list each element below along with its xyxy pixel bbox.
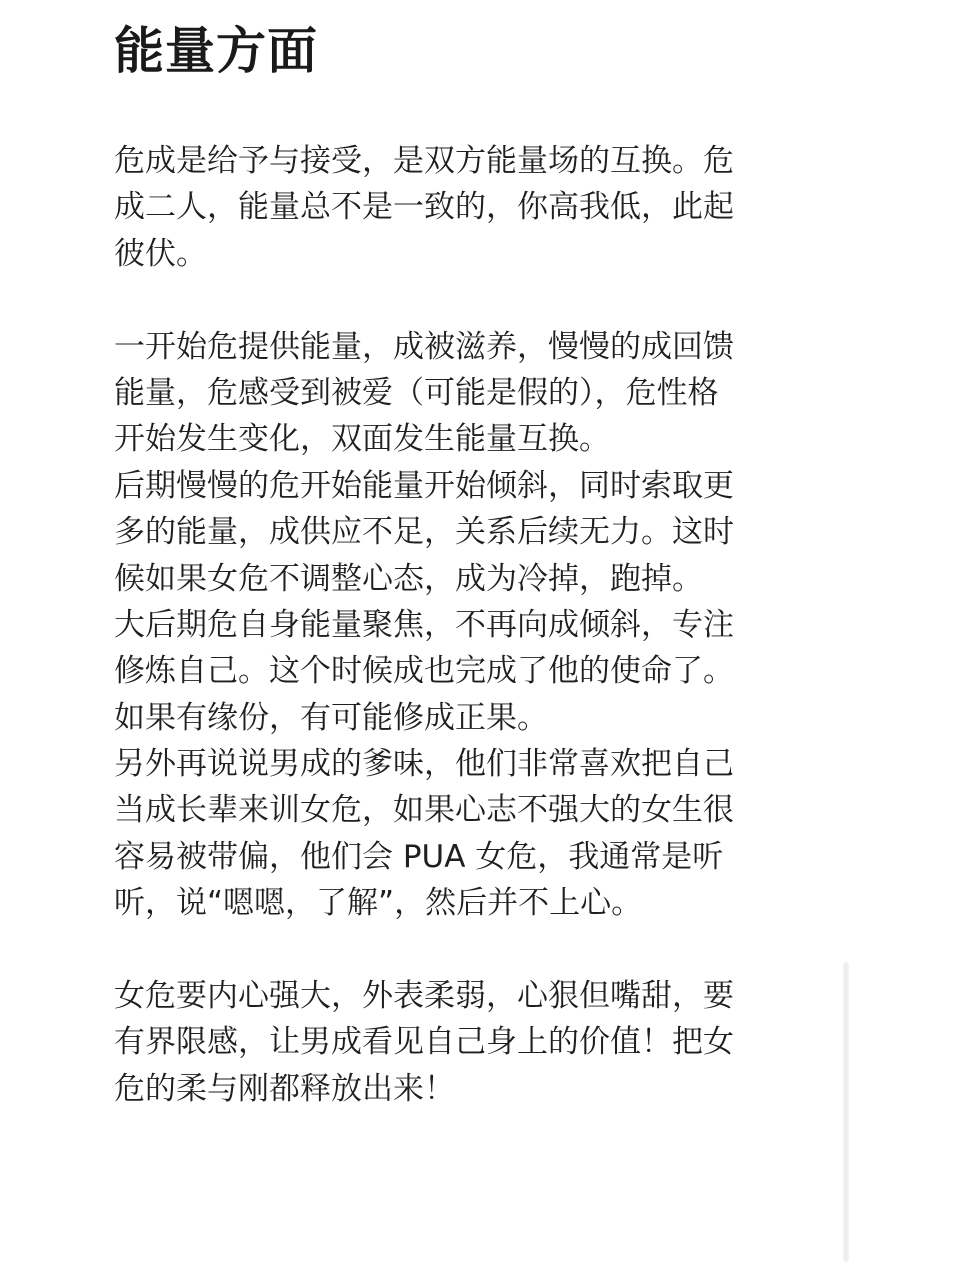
text-line: 能量，危感受到被爱（可能是假的），危性格 — [114, 374, 719, 411]
text-line: 修炼自己。这个时候成也完成了他的使命了。 — [114, 653, 734, 690]
text-line: 危的柔与刚都释放出来！ — [114, 1070, 455, 1107]
text-line: 当成长辈来训女危，如果心志不强大的女生很 — [114, 792, 734, 829]
text-line: 有界限感，让男成看见自己身上的价值！把女 — [114, 1024, 734, 1061]
article-body — [114, 138, 790, 1112]
paragraph-spacer — [114, 927, 790, 973]
text-line: 听，说“嗯嗯，了解”，然后并不上心。 — [114, 885, 643, 922]
text-line: 容易被带偏，他们会 PUA 女危，我通常是听 — [114, 838, 724, 875]
text-line: 一开始危提供能量，成被滋养，慢慢的成回馈 — [114, 328, 734, 365]
text-line: 彼伏。 — [114, 235, 207, 272]
text-line: 候如果女危不调整心态，成为冷掉，跑掉。 — [114, 560, 703, 597]
text-line: 后期慢慢的危开始能量开始倾斜，同时索取更 — [114, 467, 734, 504]
text-line: 大后期危自身能量聚焦，不再向成倾斜，专注 — [114, 606, 734, 643]
scrollbar-track[interactable] — [843, 962, 849, 1262]
text-line: 危成是给予与接受，是双方能量场的互换。危 — [114, 143, 734, 179]
paragraph-spacer — [114, 277, 790, 323]
text-line: 成二人，能量总不是一致的，你高我低，此起 — [114, 189, 734, 226]
text-line: 多的能量，成供应不足，关系后续无力。这时 — [114, 514, 734, 551]
text-line: 如果有缘份，有可能修成正果。 — [114, 699, 548, 736]
page-title: 能量方面 — [114, 22, 318, 80]
text-line: 开始发生变化，双面发生能量互换。 — [114, 421, 610, 458]
text-line: 女危要内心强大，外表柔弱，心狠但嘴甜，要 — [114, 978, 734, 1015]
text-line: 另外再说说男成的爹味，他们非常喜欢把自己 — [114, 746, 734, 783]
